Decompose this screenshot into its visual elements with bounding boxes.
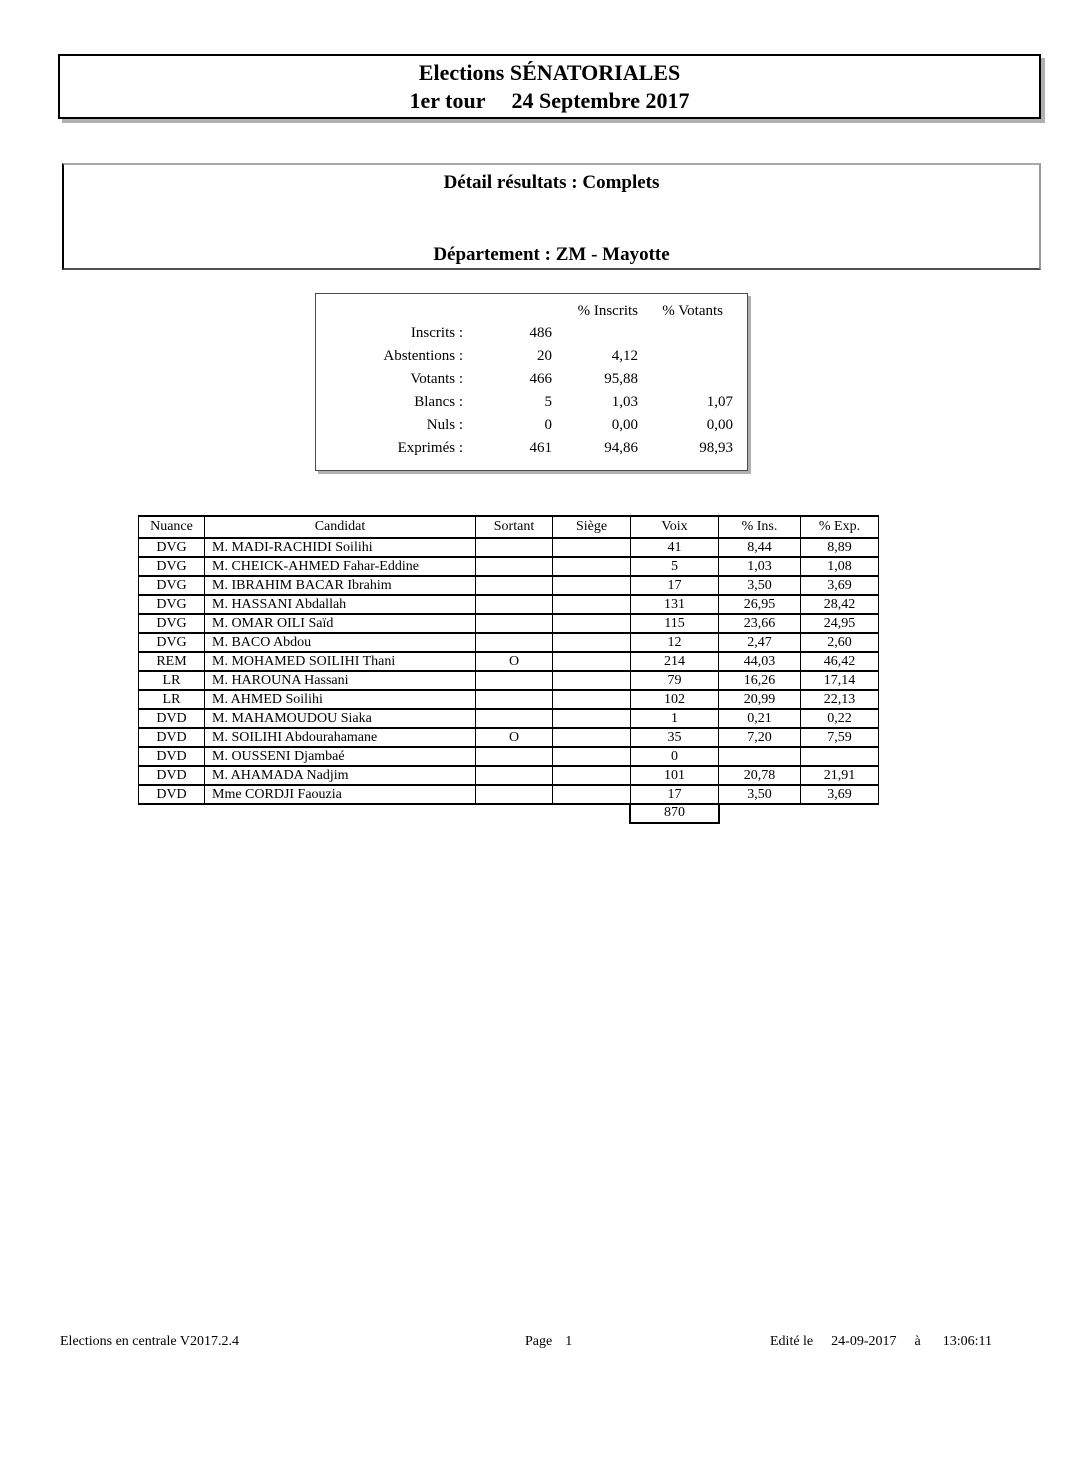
pct-ins-cell: 26,95 — [719, 595, 801, 614]
pct-ins-cell: 16,26 — [719, 671, 801, 690]
summary-header-empty — [316, 300, 463, 322]
detail-box — [62, 163, 1041, 270]
results-row — [139, 671, 879, 690]
candidate-cell: M. MOHAMED SOILIHI Thani — [205, 652, 476, 671]
edited-conj: à — [914, 1334, 921, 1349]
pct-exp-cell: 24,95 — [801, 614, 879, 633]
siege-cell — [553, 728, 631, 747]
voix-cell: 41 — [631, 538, 719, 557]
siege-cell — [553, 690, 631, 709]
pct-exp-cell: 22,13 — [801, 690, 879, 709]
results-table — [138, 515, 879, 805]
summary-value: 20 — [537, 348, 552, 364]
results-row — [139, 538, 879, 557]
voix-cell: 0 — [631, 747, 719, 766]
sortant-cell — [476, 766, 553, 785]
participation-summary-table — [316, 300, 733, 460]
sortant-cell: O — [476, 652, 553, 671]
summary-pct-inscrits — [552, 322, 638, 345]
nuance-cell: LR — [139, 671, 205, 690]
sortant-cell — [476, 614, 553, 633]
voix-header: Voix — [631, 516, 719, 538]
nuance-cell: DVD — [139, 747, 205, 766]
sortant-cell — [476, 709, 553, 728]
pct-ins-cell: 20,99 — [719, 690, 801, 709]
nuance-header: Nuance — [139, 516, 205, 538]
siege-cell — [553, 766, 631, 785]
results-row — [139, 633, 879, 652]
siege-cell — [553, 557, 631, 576]
pct-exp-cell: 2,60 — [801, 633, 879, 652]
summary-pct-votants — [638, 368, 733, 391]
nuance-cell: DVD — [139, 709, 205, 728]
voix-cell: 5 — [631, 557, 719, 576]
results-row — [139, 766, 879, 785]
voix-cell: 12 — [631, 633, 719, 652]
election-date: 24 Septembre 2017 — [511, 88, 690, 113]
pct-votants-header: % Votants — [662, 302, 723, 319]
pct-exp-cell: 46,42 — [801, 652, 879, 671]
results-row — [139, 747, 879, 766]
pct-inscrits-header: % Inscrits — [577, 302, 638, 319]
voix-cell: 35 — [631, 728, 719, 747]
summary-pct-votants: 98,93 — [699, 440, 733, 456]
pct-exp-header: % Exp. — [801, 516, 879, 538]
nuance-cell: DVG — [139, 557, 205, 576]
summary-label: Votants : — [410, 371, 463, 387]
summary-header-row — [316, 300, 733, 322]
siege-cell — [553, 633, 631, 652]
summary-pct-inscrits: 4,12 — [611, 348, 638, 364]
page-number: 1 — [565, 1334, 573, 1349]
summary-pct-votants: 1,07 — [706, 394, 733, 410]
candidat-header: Candidat — [205, 516, 476, 538]
pct-ins-cell: 3,50 — [719, 576, 801, 595]
siege-header: Siège — [553, 516, 631, 538]
candidate-cell: M. MAHAMOUDOU Siaka — [205, 709, 476, 728]
pct-exp-cell: 28,42 — [801, 595, 879, 614]
voix-cell: 17 — [631, 576, 719, 595]
results-area — [138, 515, 879, 824]
siege-cell — [553, 614, 631, 633]
siege-cell — [553, 747, 631, 766]
department-heading: Département : ZM - Mayotte — [433, 244, 670, 265]
results-header-row — [139, 516, 879, 538]
siege-cell — [553, 652, 631, 671]
detail-results-heading: Détail résultats : Complets — [443, 172, 660, 193]
pct-ins-cell: 1,03 — [719, 557, 801, 576]
pct-exp-cell: 8,89 — [801, 538, 879, 557]
candidate-cell: M. MADI-RACHIDI Soilihi — [205, 538, 476, 557]
results-row — [139, 557, 879, 576]
candidate-cell: M. HAROUNA Hassani — [205, 671, 476, 690]
pct-ins-cell: 23,66 — [719, 614, 801, 633]
candidate-cell: M. OMAR OILI Saïd — [205, 614, 476, 633]
summary-row — [316, 322, 733, 345]
voix-cell: 17 — [631, 785, 719, 804]
candidate-cell: M. BACO Abdou — [205, 633, 476, 652]
pct-ins-header: % Ins. — [719, 516, 801, 538]
summary-label: Nuls : — [426, 417, 463, 433]
candidate-cell: M. HASSANI Abdallah — [205, 595, 476, 614]
siege-cell — [553, 538, 631, 557]
pct-ins-cell: 3,50 — [719, 785, 801, 804]
results-row — [139, 785, 879, 804]
summary-row — [316, 414, 733, 437]
candidate-cell: Mme CORDJI Faouzia — [205, 785, 476, 804]
sortant-cell — [476, 671, 553, 690]
nuance-cell: REM — [139, 652, 205, 671]
sortant-cell — [476, 785, 553, 804]
nuance-cell: DVG — [139, 614, 205, 633]
summary-pct-inscrits: 95,88 — [604, 371, 638, 387]
summary-pct-votants: 0,00 — [706, 417, 733, 433]
pct-exp-cell — [801, 747, 879, 766]
results-row — [139, 709, 879, 728]
sortant-cell — [476, 595, 553, 614]
sortant-cell — [476, 538, 553, 557]
summary-row — [316, 368, 733, 391]
summary-pct-inscrits: 94,86 — [604, 440, 638, 456]
nuance-cell: DVG — [139, 576, 205, 595]
pct-exp-cell: 3,69 — [801, 785, 879, 804]
pct-ins-cell — [719, 747, 801, 766]
voix-cell: 102 — [631, 690, 719, 709]
nuance-cell: DVG — [139, 595, 205, 614]
edited-time: 13:06:11 — [942, 1334, 992, 1349]
summary-row — [316, 391, 733, 414]
candidate-cell: M. AHMED Soilihi — [205, 690, 476, 709]
title-box — [58, 54, 1041, 119]
nuance-cell: DVG — [139, 633, 205, 652]
summary-header-empty — [463, 300, 552, 322]
results-row — [139, 576, 879, 595]
voix-cell: 214 — [631, 652, 719, 671]
participation-summary-box — [315, 293, 748, 471]
election-subtitle — [60, 87, 1039, 115]
sortant-cell — [476, 690, 553, 709]
footer-page — [525, 1334, 572, 1350]
results-row — [139, 614, 879, 633]
sortant-header: Sortant — [476, 516, 553, 538]
voix-cell: 1 — [631, 709, 719, 728]
siege-cell — [553, 671, 631, 690]
pct-exp-cell: 17,14 — [801, 671, 879, 690]
summary-value: 486 — [529, 325, 552, 341]
election-title: Elections SÉNATORIALES — [418, 60, 681, 85]
siege-cell — [553, 709, 631, 728]
summary-label: Abstentions : — [383, 348, 463, 364]
summary-row — [316, 437, 733, 460]
round-label: 1er tour — [409, 88, 486, 113]
summary-value: 5 — [544, 394, 552, 410]
sortant-cell — [476, 557, 553, 576]
nuance-cell: DVG — [139, 538, 205, 557]
footer-app-version: Elections en centrale V2017.2.4 — [60, 1334, 239, 1349]
sortant-cell — [476, 633, 553, 652]
siege-cell — [553, 576, 631, 595]
page-label: Page — [525, 1334, 553, 1349]
candidate-cell: M. OUSSENI Djambaé — [205, 747, 476, 766]
results-row — [139, 652, 879, 671]
total-voix-box: 870 — [629, 805, 720, 824]
summary-label: Inscrits : — [410, 325, 463, 341]
candidate-cell: M. SOILIHI Abdourahamane — [205, 728, 476, 747]
pct-exp-cell: 1,08 — [801, 557, 879, 576]
results-row — [139, 728, 879, 747]
voix-cell: 115 — [631, 614, 719, 633]
nuance-cell: DVD — [139, 785, 205, 804]
summary-row — [316, 345, 733, 368]
nuance-cell: DVD — [139, 728, 205, 747]
pct-exp-cell: 0,22 — [801, 709, 879, 728]
edited-date: 24-09-2017 — [831, 1334, 897, 1349]
summary-pct-inscrits: 0,00 — [611, 417, 638, 433]
candidate-cell: M. AHAMADA Nadjim — [205, 766, 476, 785]
nuance-cell: DVD — [139, 766, 205, 785]
voix-cell: 131 — [631, 595, 719, 614]
sortant-cell: O — [476, 728, 553, 747]
summary-value: 461 — [529, 440, 552, 456]
voix-cell: 101 — [631, 766, 719, 785]
footer-edited — [770, 1334, 992, 1350]
pct-ins-cell: 20,78 — [719, 766, 801, 785]
candidate-cell: M. CHEICK-AHMED Fahar-Eddine — [205, 557, 476, 576]
pct-exp-cell: 7,59 — [801, 728, 879, 747]
edited-label: Edité le — [770, 1334, 814, 1349]
summary-value: 0 — [544, 417, 552, 433]
summary-value: 466 — [529, 371, 552, 387]
summary-pct-inscrits: 1,03 — [611, 394, 638, 410]
siege-cell — [553, 595, 631, 614]
pct-ins-cell: 44,03 — [719, 652, 801, 671]
pct-exp-cell: 3,69 — [801, 576, 879, 595]
results-row — [139, 595, 879, 614]
pct-ins-cell: 8,44 — [719, 538, 801, 557]
summary-label: Blancs : — [414, 394, 463, 410]
results-row — [139, 690, 879, 709]
siege-cell — [553, 785, 631, 804]
sortant-cell — [476, 576, 553, 595]
pct-ins-cell: 7,20 — [719, 728, 801, 747]
sortant-cell — [476, 747, 553, 766]
candidate-cell: M. IBRAHIM BACAR Ibrahim — [205, 576, 476, 595]
summary-label: Exprimés : — [397, 440, 463, 456]
nuance-cell: LR — [139, 690, 205, 709]
pct-ins-cell: 2,47 — [719, 633, 801, 652]
voix-cell: 79 — [631, 671, 719, 690]
pct-exp-cell: 21,91 — [801, 766, 879, 785]
summary-pct-votants — [638, 322, 733, 345]
pct-ins-cell: 0,21 — [719, 709, 801, 728]
summary-pct-votants — [638, 345, 733, 368]
